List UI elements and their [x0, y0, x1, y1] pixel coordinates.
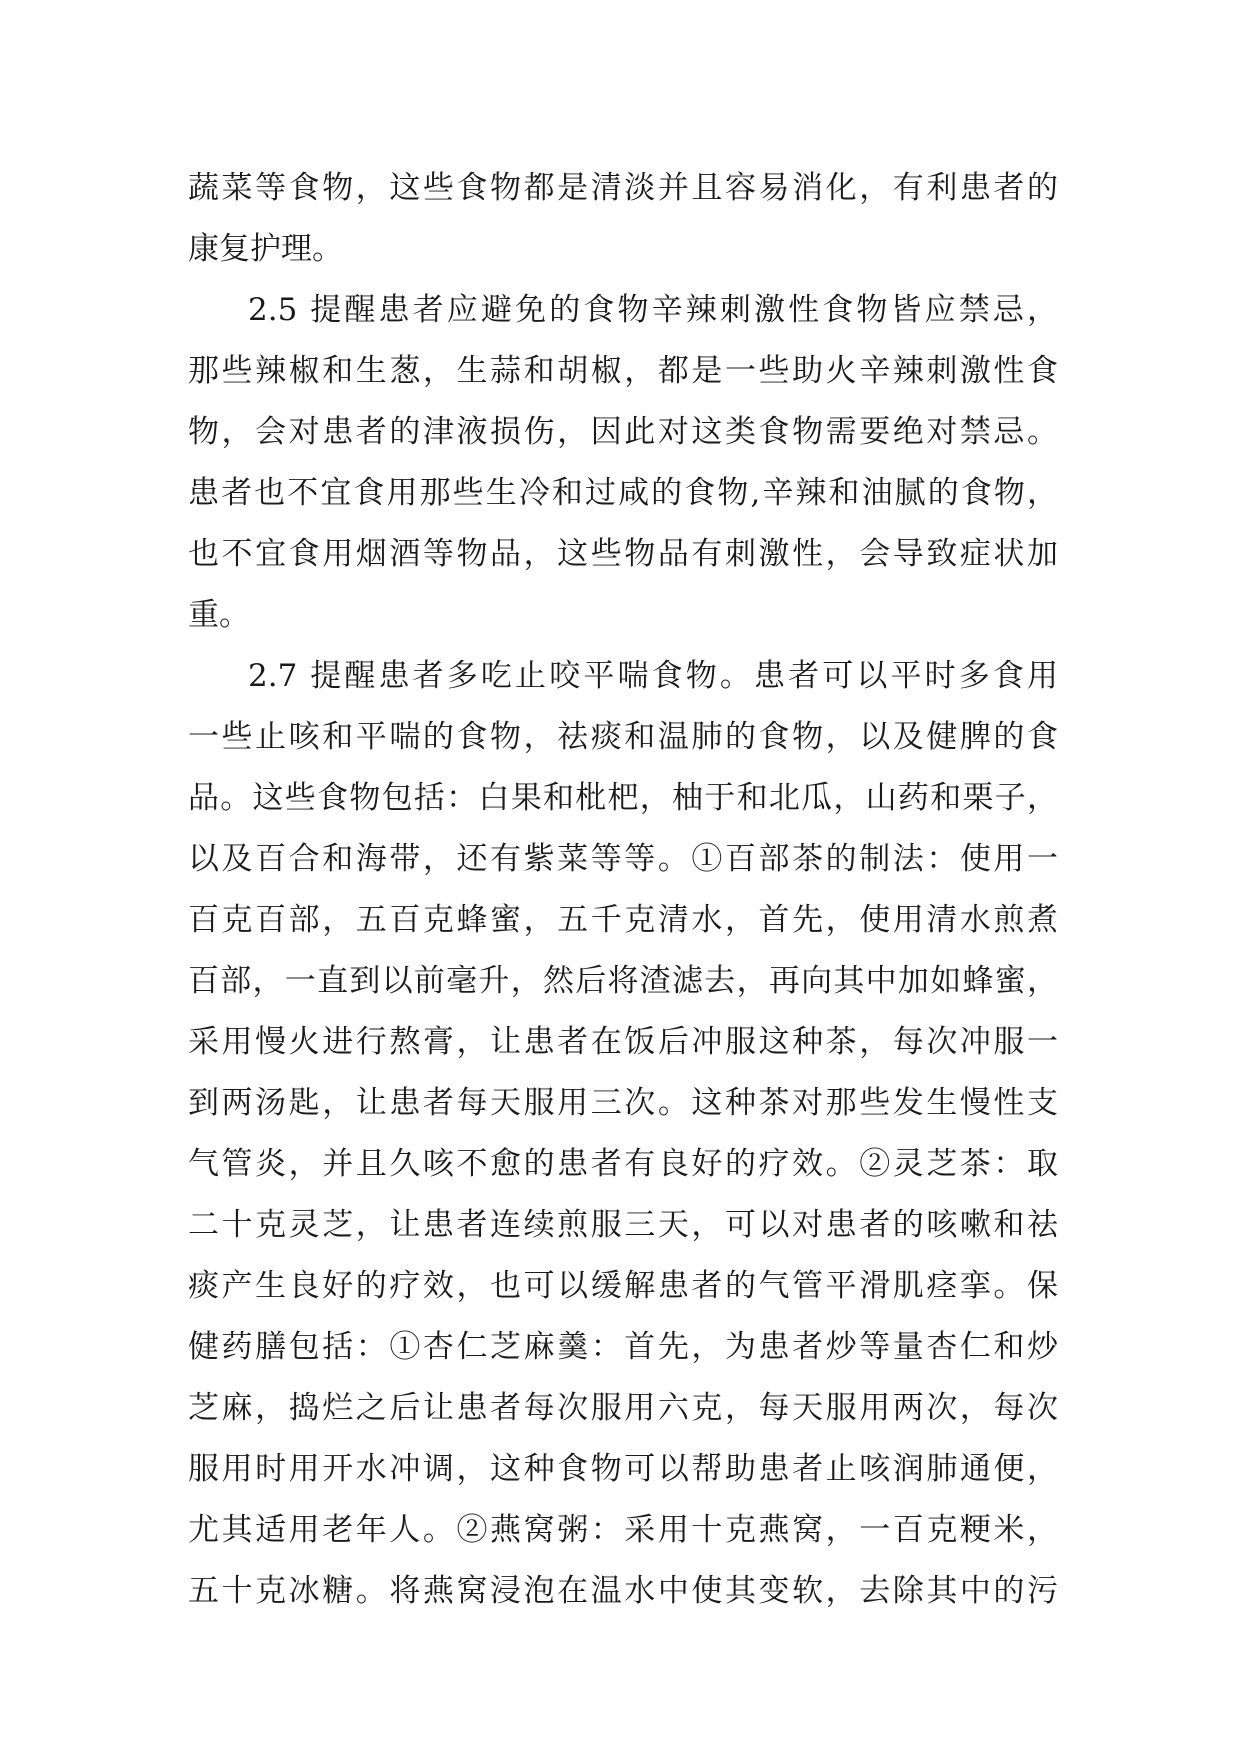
text-line: 蔬菜等食物，这些食物都是清淡并且容易消化，有利患者的	[188, 170, 1058, 206]
text-line: 也不宜食用烟酒等物品，这些物品有刺激性，会导致症状加	[188, 536, 1058, 572]
text-line: 康复护理。	[188, 231, 343, 267]
text-line: 五十克冰糖。将燕窝浸泡在温水中使其变软，去除其中的污	[188, 1573, 1058, 1609]
text-line: 以及百合和海带，还有紫菜等等。①百部茶的制法：使用一	[188, 841, 1058, 877]
text-line: 百部，一直到以前毫升，然后将渣滤去，再向其中加如蜂蜜，	[188, 963, 1058, 999]
text-line: 二十克灵芝，让患者连续煎服三天，可以对患者的咳嗽和祛	[188, 1207, 1058, 1243]
text-line: 一些止咳和平喘的食物，祛痰和温肺的食物，以及健脾的食	[188, 719, 1058, 755]
text-line: 品。这些食物包括：白果和枇杷，柚于和北瓜，山药和栗子，	[188, 780, 1058, 816]
text-line: 采用慢火进行熬膏，让患者在饭后冲服这种茶，每次冲服一	[188, 1024, 1058, 1060]
text-line: 健药膳包括：①杏仁芝麻羹：首先，为患者炒等量杏仁和炒	[188, 1329, 1058, 1365]
text-line: 那些辣椒和生葱，生蒜和胡椒，都是一些助火辛辣刺激性食	[188, 353, 1058, 389]
text-line: 气管炎，并且久咳不愈的患者有良好的疗效。②灵芝茶：取	[188, 1146, 1058, 1182]
text-line: 尤其适用老年人。②燕窝粥：采用十克燕窝，一百克粳米，	[188, 1512, 1058, 1548]
text-line: 芝麻，捣烂之后让患者每次服用六克，每天服用两次，每次	[188, 1390, 1058, 1426]
text-line: 百克百部，五百克蜂蜜，五千克清水，首先，使用清水煎煮	[188, 902, 1058, 938]
section-heading-line: 2.7 提醒患者多吃止咬平喘食物。患者可以平时多食用	[248, 658, 1058, 694]
text-line: 重。	[188, 597, 250, 633]
text-line: 痰产生良好的疗效，也可以缓解患者的气管平滑肌痉挛。保	[188, 1268, 1058, 1304]
text-line: 患者也不宜食用那些生冷和过咸的食物,辛辣和油腻的食物，	[188, 475, 1058, 511]
text-line: 到两汤匙，让患者每天服用三次。这种茶对那些发生慢性支	[188, 1085, 1058, 1121]
text-line: 物，会对患者的津液损伤，因此对这类食物需要绝对禁忌。	[188, 414, 1058, 450]
text-line: 服用时用开水冲调，这种食物可以帮助患者止咳润肺通便，	[188, 1451, 1058, 1487]
body-text	[188, 158, 1058, 1622]
section-heading-line: 2.5 提醒患者应避免的食物辛辣刺激性食物皆应禁忌，	[248, 292, 1058, 328]
